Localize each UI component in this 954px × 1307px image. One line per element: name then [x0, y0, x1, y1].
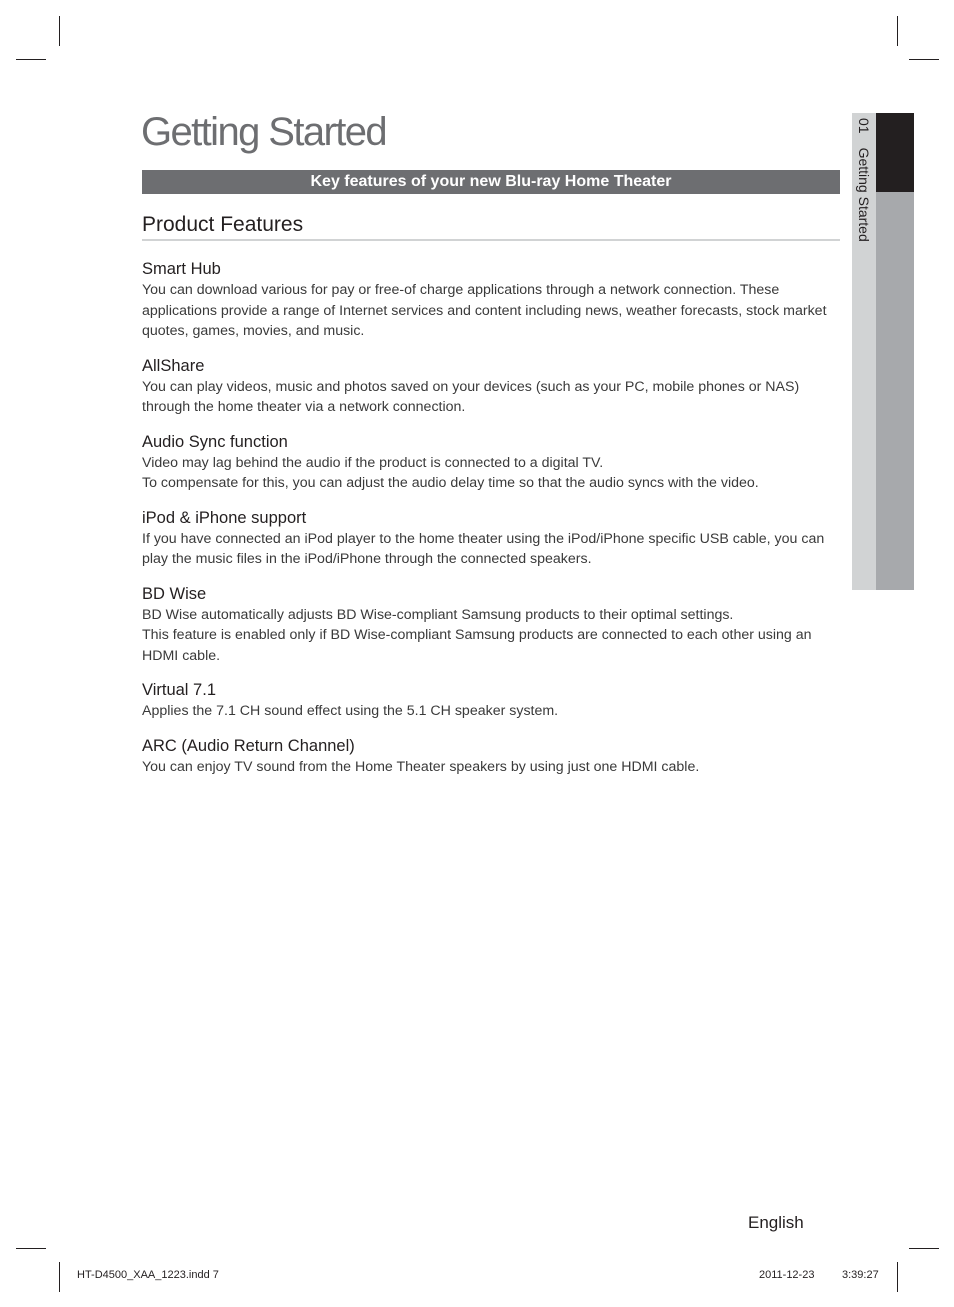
print-file-name: HT-D4500_XAA_1223.indd 7 [77, 1269, 219, 1281]
section-header-bar: Key features of your new Blu-ray Home Theater [142, 170, 840, 194]
page-language-label: English [748, 1213, 804, 1232]
feature-item [142, 355, 842, 418]
feature-description: You can download various for pay or free-of charge applications through a network connection. These applications provide a range of Internet services and content including news, weather forecasts, stock market quotes, games, movies, and music. [142, 282, 827, 339]
crop-mark [59, 1262, 60, 1292]
feature-item [142, 735, 842, 778]
chapter-tab-active-marker [876, 113, 914, 192]
feature-title: iPod & iPhone support [142, 508, 307, 527]
print-date: 2011-12-23 [759, 1269, 815, 1281]
subsection-title: Product Features [142, 213, 304, 236]
feature-title: Audio Sync function [142, 432, 288, 451]
feature-description: If you have connected an iPod player to the home theater using the iPod/iPhone specific USB cable, you can play the music files in the iPod/iPhone through the connected speakers. [142, 530, 825, 567]
crop-mark [897, 1262, 898, 1292]
feature-description-line: This feature is enabled only if BD Wise-compliant Samsung products are connected to each other using an HDMI cable. [142, 627, 812, 664]
feature-title: BD Wise [142, 584, 207, 603]
feature-description-line: BD Wise automatically adjusts BD Wise-compliant Samsung products to their optimal settings. [142, 606, 734, 623]
chapter-number: 01 [856, 118, 872, 134]
crop-mark [897, 16, 898, 46]
feature-description: You can play videos, music and photos saved on your devices (such as your PC, mobile phones or NAS) through the home theater via a network connection. [142, 378, 800, 415]
crop-mark [59, 16, 60, 46]
feature-item [142, 258, 842, 342]
feature-description: Applies the 7.1 CH sound effect using the 5.1 CH speaker system. [142, 703, 559, 719]
feature-list [142, 258, 842, 790]
chapter-tab-label [852, 118, 876, 418]
feature-item [142, 583, 842, 667]
feature-item [142, 679, 842, 722]
feature-description: You can enjoy TV sound from the Home Theater speakers by using just one HDMI cable. [142, 758, 700, 775]
feature-title: ARC (Audio Return Channel) [142, 736, 355, 755]
feature-item [142, 507, 842, 570]
feature-title: AllShare [142, 356, 205, 375]
crop-mark [16, 1248, 46, 1249]
subsection-divider [142, 239, 840, 241]
crop-mark [16, 59, 46, 60]
crop-mark [909, 1248, 939, 1249]
print-time: 3:39:27 [842, 1269, 879, 1281]
feature-description-line: To compensate for this, you can adjust the audio delay time so that the audio syncs with the video. [142, 475, 759, 491]
chapter-title: Getting Started [856, 147, 872, 242]
feature-title: Smart Hub [142, 260, 221, 278]
chapter-tab-strip [876, 192, 914, 590]
feature-description-line: Video may lag behind the audio if the product is connected to a digital TV. [142, 454, 604, 471]
page-title: Getting Started [141, 110, 387, 154]
feature-title: Virtual 7.1 [142, 681, 216, 699]
feature-item [142, 431, 842, 494]
crop-mark [909, 59, 939, 60]
